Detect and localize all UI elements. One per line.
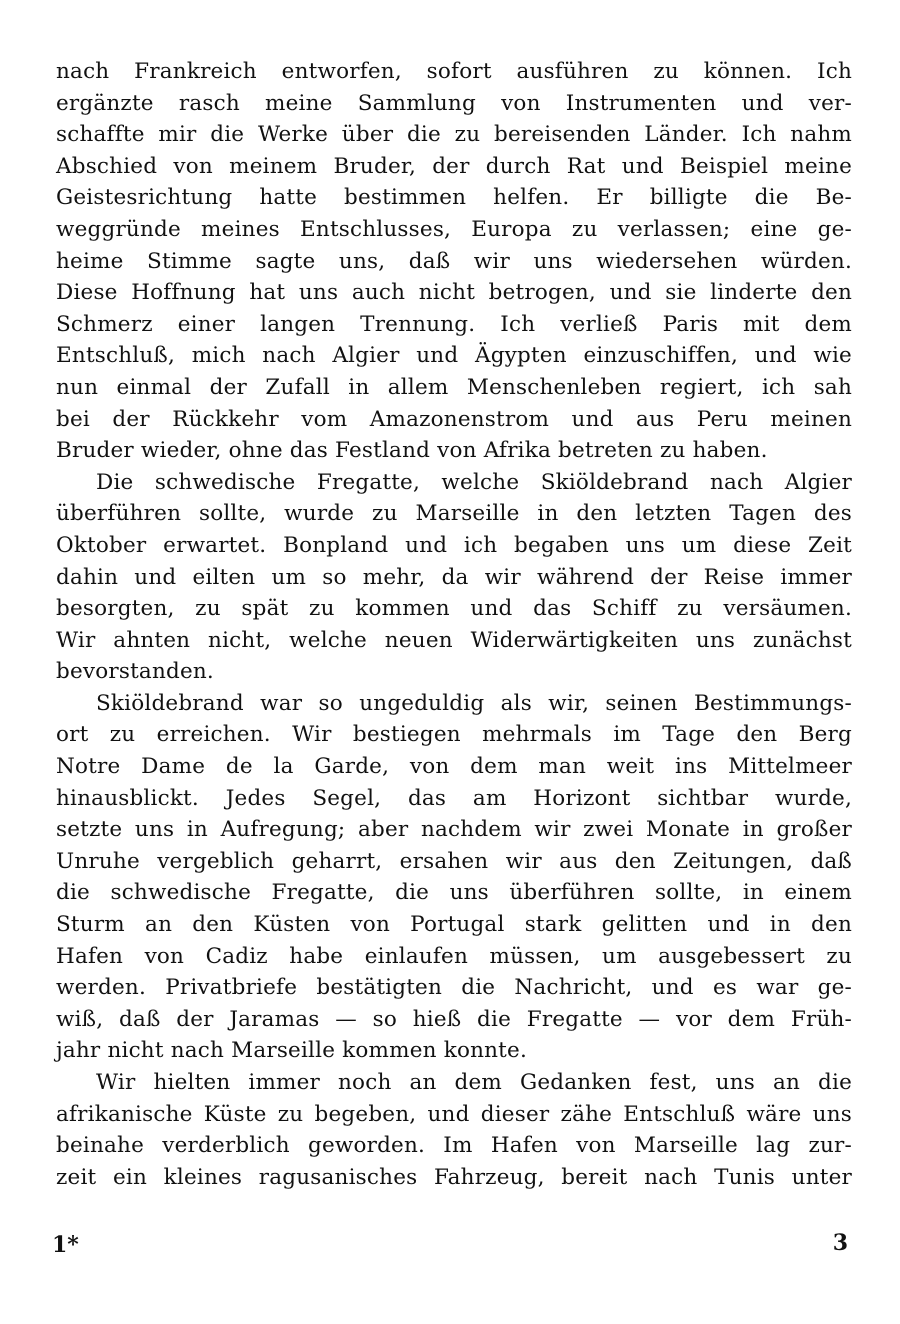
- text-line: Unruhe vergeblich geharrt, ersahen wir aus den Zeitungen, daß: [56, 848, 852, 874]
- text-line: überführen sollte, wurde zu Marseille in den letzten Tagen des: [56, 501, 852, 527]
- text-line: Wir hielten immer noch an dem Gedanken fest, uns an die: [96, 1070, 852, 1095]
- text-line: Skiöldebrand war so ungeduldig als wir, seinen Bestimmungs-: [96, 690, 852, 716]
- text-line: weggründe meines Entschlusses, Europa zu verlassen; eine ge-: [56, 216, 852, 242]
- text-line: bevorstanden.: [56, 659, 214, 685]
- text-line: zeit ein kleines ragusanisches Fahrzeug, bereit nach Tunis unter: [56, 1164, 852, 1190]
- text-line: hinausblickt. Jedes Segel, das am Horizont sichtbar wurde,: [56, 785, 852, 811]
- text-line: wiß, daß der Jaramas — so hieß die Fregatte — vor dem Früh-: [56, 1006, 852, 1032]
- text-line: Notre Dame de la Garde, von dem man weit ins Mittelmeer: [56, 754, 852, 780]
- signature-mark: 1*: [52, 1232, 79, 1258]
- text-line: nun einmal der Zufall in allem Menschenleben regiert, ich sah: [56, 374, 852, 400]
- text-line: Schmerz einer langen Trennung. Ich verließ Paris mit dem: [56, 311, 852, 337]
- body-text: [56, 56, 852, 1193]
- text-line: Oktober erwartet. Bonpland und ich begaben uns um diese Zeit: [56, 532, 852, 558]
- text-line: jahr nicht nach Marseille kommen konnte.: [56, 1038, 527, 1064]
- text-line: Abschied von meinem Bruder, der durch Rat und Beispiel meine: [56, 153, 852, 179]
- text-line: Diese Hoffnung hat uns auch nicht betrogen, und sie linderte den: [56, 280, 852, 306]
- text-line: afrikanische Küste zu begeben, und dieser zähe Entschluß wäre uns: [56, 1101, 852, 1127]
- text-line: Hafen von Cadiz habe einlaufen müssen, um ausgebessert zu: [56, 943, 852, 969]
- text-line: dahin und eilten um so mehr, da wir während der Reise immer: [56, 564, 852, 590]
- text-line: ergänzte rasch meine Sammlung von Instrumenten und ver-: [56, 90, 852, 116]
- text-line: bei der Rückkehr vom Amazonenstrom und aus Peru meinen: [56, 406, 852, 432]
- text-line: die schwedische Fregatte, die uns überführen sollte, in einem: [56, 880, 852, 906]
- text-line: werden. Privatbriefe bestätigten die Nachricht, und es war ge-: [56, 975, 852, 1001]
- text-line: ort zu erreichen. Wir bestiegen mehrmals im Tage den Berg: [56, 722, 852, 748]
- text-line: schaffte mir die Werke über die zu bereisenden Länder. Ich nahm: [56, 122, 852, 148]
- text-line: Bruder wieder, ohne das Festland von Afrika betreten zu haben.: [56, 438, 768, 464]
- text-line: besorgten, zu spät zu kommen und das Schiff zu versäumen.: [56, 596, 852, 622]
- text-line: heime Stimme sagte uns, daß wir uns wiedersehen würden.: [56, 248, 852, 274]
- text-line: Geistesrichtung hatte bestimmen helfen. Er billigte die Be-: [56, 185, 852, 211]
- text-line: Die schwedische Fregatte, welche Skiöldebrand nach Algier: [96, 469, 852, 495]
- text-line: Wir ahnten nicht, welche neuen Widerwärtigkeiten uns zunächst: [56, 627, 852, 653]
- text-line: beinahe verderblich geworden. Im Hafen von Marseille lag zur-: [56, 1133, 852, 1159]
- text-line: Sturm an den Küsten von Portugal stark gelitten und in den: [56, 912, 852, 938]
- text-line: Entschluß, mich nach Algier und Ägypten einzuschiffen, und wie: [56, 343, 852, 369]
- text-line: nach Frankreich entworfen, sofort ausführen zu können. Ich: [56, 59, 852, 84]
- text-line: setzte uns in Aufregung; aber nachdem wir zwei Monate in großer: [56, 817, 852, 843]
- page-number: 3: [832, 1230, 848, 1256]
